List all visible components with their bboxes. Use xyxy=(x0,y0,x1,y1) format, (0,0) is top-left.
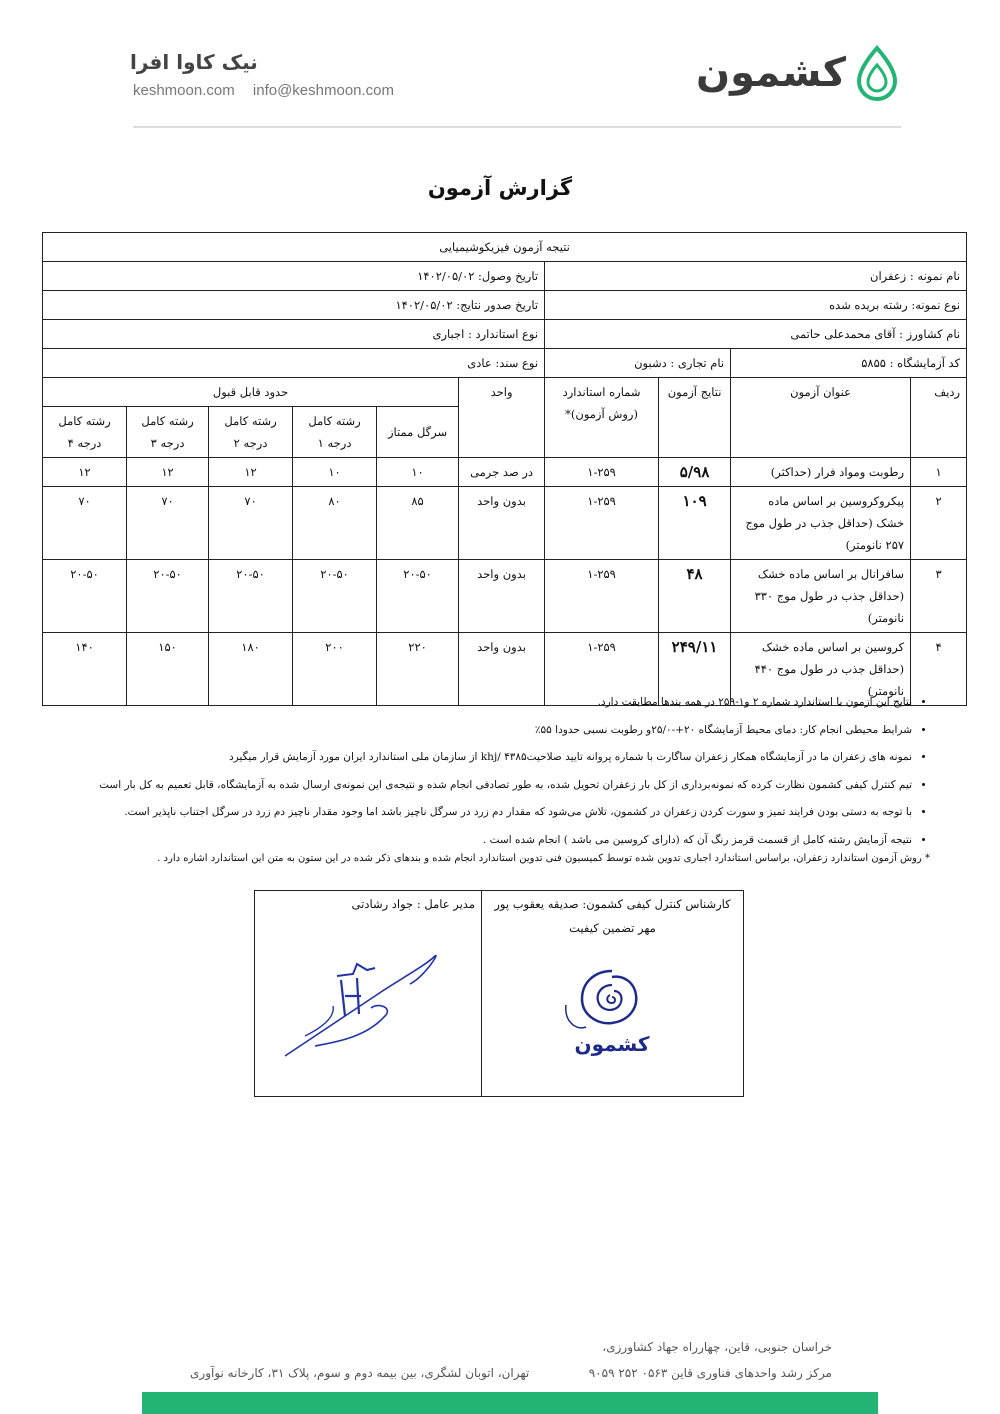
header-limits: حدود قابل قبول xyxy=(43,378,459,407)
keshmoon-stamp-icon xyxy=(552,961,672,1061)
limit-grade4: ۱۲ xyxy=(43,458,127,487)
row-no: ۲ xyxy=(911,487,967,560)
limit-premium: ۲۰-۵۰ xyxy=(377,560,459,633)
test-result: ۱۰۹ xyxy=(659,487,731,560)
footer-bar xyxy=(142,1392,878,1414)
limit-grade3: ۱۲ xyxy=(127,458,209,487)
note-item: • نتایج این آزمون با استاندارد شماره ۲ و۱-۲۵۹ در همه بندها مطابقت دارد. xyxy=(60,690,912,718)
limit-grade1: ۲۰۰ xyxy=(293,633,377,706)
standard-no: ۱-۲۵۹ xyxy=(545,560,659,633)
header-test-title: عنوان آزمون xyxy=(731,378,911,458)
limit-grade4: ۷۰ xyxy=(43,487,127,560)
ceo-signature-cell xyxy=(255,891,481,1096)
note-item: • با توجه به دستی بودن فرایند تمیز و سورت کردن زعفران در کشمون، تلاش می‌شود که مقدار دم زرد در سرگل ناچیز باشد اما وجود مقدار ناچیز دم زرد در سرگل اجتناب ناپذیر است. xyxy=(60,800,912,828)
qc-expert-name: کارشناس کنترل کیفی کشمون: صدیقه یعقوب پور xyxy=(494,897,731,911)
limit-grade2: ۷۰ xyxy=(209,487,293,560)
limit-grade4: ۲۰-۵۰ xyxy=(43,560,127,633)
row-no: ۴ xyxy=(911,633,967,706)
farmer-name: نام کشاورز : آقای محمدعلی حاتمی xyxy=(545,320,967,349)
note-item: • شرایط محیطی انجام کار: دمای محیط آزمایشگاه ۲۰+-۲۵/۰و رطوبت نسبی حدودا ۵۵٪ xyxy=(60,718,912,746)
note-item: • نتیجه آزمایش رشته کامل از قسمت قرمز رنگ آن که (دارای کروسین می باشد ) انجام شده است . xyxy=(60,828,912,856)
limit-grade1: ۱۰ xyxy=(293,458,377,487)
header-grade3: رشته کامل درجه ۳ xyxy=(127,407,209,458)
limit-grade3: ۱۵۰ xyxy=(127,633,209,706)
unit: بدون واحد xyxy=(459,633,545,706)
limit-grade4: ۱۴۰ xyxy=(43,633,127,706)
standard-no: ۱-۲۵۹ xyxy=(545,633,659,706)
header-divider xyxy=(133,126,901,128)
header-grade4: رشته کامل درجه ۴ xyxy=(43,407,127,458)
ceo-name: مدیر عامل : جواد رشادتی xyxy=(351,897,475,911)
header-standard-no: شماره استاندارد (روش آزمون)* xyxy=(545,378,659,458)
limit-premium: ۸۵ xyxy=(377,487,459,560)
stamp-text: کشمون xyxy=(574,1032,650,1056)
table-row xyxy=(43,487,967,560)
table-caption: نتیجه آزمون فیزیکوشیمیایی xyxy=(43,233,967,262)
header-unit: واحد xyxy=(459,378,545,458)
brand-logo xyxy=(690,38,900,108)
row-no: ۳ xyxy=(911,560,967,633)
test-title: رطوبت ومواد فرار (حداکثر) xyxy=(731,458,911,487)
sample-name: نام نمونه : زعفران xyxy=(545,262,967,291)
standard-no: ۱-۲۵۹ xyxy=(545,487,659,560)
limit-grade1: ۸۰ xyxy=(293,487,377,560)
limit-grade2: ۱۲ xyxy=(209,458,293,487)
test-result: ۲۴۹/۱۱ xyxy=(659,633,731,706)
unit: بدون واحد xyxy=(459,487,545,560)
brand-name: کشمون xyxy=(696,50,846,96)
standard-no: ۱-۲۵۹ xyxy=(545,458,659,487)
test-result: ۴۸ xyxy=(659,560,731,633)
table-row xyxy=(43,458,967,487)
footnote: * روش آزمون استاندارد زعفران، براساس استاندارد اجباری تدوین شده توسط کمیسیون فنی تدوین استاندارد انجام شده و بندهای ذکر شده در این ستون به متن این استاندارد اشاره دارد . xyxy=(157,853,930,864)
unit: بدون واحد xyxy=(459,560,545,633)
sample-type: نوع نمونه: رشته بریده شده xyxy=(545,291,967,320)
notes-section xyxy=(60,690,930,864)
limit-grade3: ۲۰-۵۰ xyxy=(127,560,209,633)
limit-grade2: ۱۸۰ xyxy=(209,633,293,706)
note-item: • تیم کنترل کیفی کشمون نظارت کرده که نمونه‌برداری از کل بار زعفران تحویل شده، به طور تصادفی انجام شده و نتیجه‌ی این نمونه‌ی ارسال شده به آزمایشگاه، قابل تعمیم به کل بار است xyxy=(60,773,912,801)
test-title: پیکروکروسین بر اساس ماده خشک (حداقل جذب در طول موج ۲۵۷ نانومتر) xyxy=(731,487,911,560)
limit-premium: ۱۰ xyxy=(377,458,459,487)
test-result: ۵/۹۸ xyxy=(659,458,731,487)
company-contact xyxy=(133,82,408,99)
footer-address-tehran: تهران، اتوبان لشگری، بین بیمه دوم و سوم، پلاک ۳۱، کارخانه نوآوری xyxy=(190,1366,530,1380)
test-title: سافرانال بر اساس ماده خشک (حداقل جذب در طول موج ۳۳۰ نانومتر) xyxy=(731,560,911,633)
signature-box xyxy=(254,890,744,1097)
document-title: گزارش آزمون xyxy=(427,176,573,200)
lab-code: کد آزمایشگاه : ۵۸۵۵ xyxy=(731,349,967,378)
brand-name-field: نام تجاری : دشبون xyxy=(545,349,731,378)
header-grade2: رشته کامل درجه ۲ xyxy=(209,407,293,458)
limit-grade1: ۲۰-۵۰ xyxy=(293,560,377,633)
issue-date: تاریخ صدور نتایج: ۱۴۰۲/۰۵/۰۲ xyxy=(43,291,545,320)
saffron-drop-icon xyxy=(854,45,900,101)
table-row xyxy=(43,560,967,633)
email-link[interactable]: info@keshmoon.com xyxy=(252,82,395,99)
company-name: نیک کاوا افرا xyxy=(130,50,258,74)
limit-premium: ۲۲۰ xyxy=(377,633,459,706)
note-item: • نمونه های زعفران ما در آزمایشگاه همکار زعفران ساگارت با شماره پروانه تایید صلاحیت۴۳۸۵ /khj از سازمان ملی استاندارد ایران مورد آزمایش قرار میگیرد xyxy=(60,745,912,773)
footer-address-south: خراسان جنوبی، قاین، چهارراه جهاد کشاورزی، xyxy=(602,1340,832,1354)
header-test-results: نتایج آزمون xyxy=(659,378,731,458)
limit-grade3: ۷۰ xyxy=(127,487,209,560)
results-table xyxy=(42,232,967,706)
row-no: ۱ xyxy=(911,458,967,487)
qc-signature-cell xyxy=(481,891,743,1096)
header-grade1: رشته کامل درجه ۱ xyxy=(293,407,377,458)
footer-address-south-2: مرکز رشد واحدهای فناوری قاین ۰۵۶۳ ۲۵۲ ۹۰۵۹ xyxy=(588,1366,832,1380)
qa-stamp-label: مهر تضمین کیفیت xyxy=(569,921,656,935)
document-type: نوع سند: عادی xyxy=(43,349,545,378)
unit: در صد جرمی xyxy=(459,458,545,487)
test-title: کروسین بر اساس ماده خشک (حداقل جذب در طول موج ۴۴۰ نانومتر) xyxy=(731,633,911,706)
header-premium: سرگل ممتاز xyxy=(377,407,459,458)
receipt-date: تاریخ وصول: ۱۴۰۲/۰۵/۰۲ xyxy=(43,262,545,291)
header-row-no: ردیف xyxy=(911,378,967,458)
website-link[interactable]: keshmoon.com xyxy=(133,82,235,99)
limit-grade2: ۲۰-۵۰ xyxy=(209,560,293,633)
handwritten-signature-icon xyxy=(275,946,465,1066)
standard-type: نوع استاندارد : اجباری xyxy=(43,320,545,349)
